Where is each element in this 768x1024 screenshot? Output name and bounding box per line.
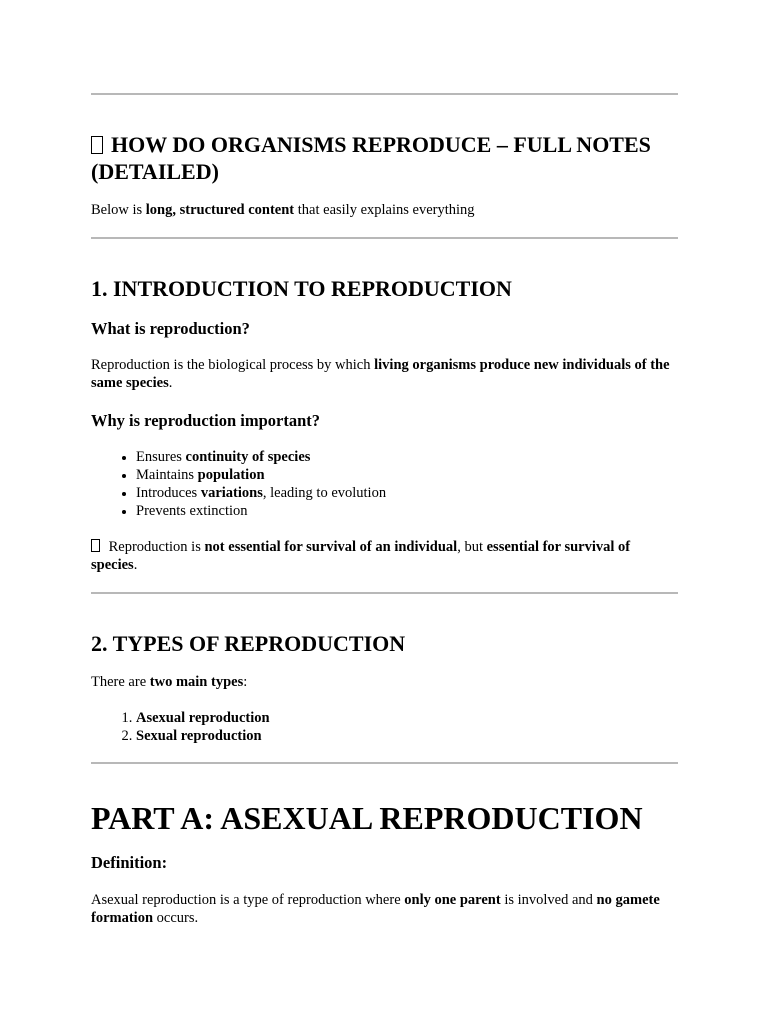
part-a-heading: PART A: ASEXUAL REPRODUCTION <box>91 800 643 836</box>
types-list <box>91 709 723 745</box>
importance-list <box>91 448 723 520</box>
subheading-why-important: Why is reproduction important? <box>91 411 321 430</box>
section-heading-introduction: 1. INTRODUCTION TO REPRODUCTION <box>91 276 512 301</box>
missing-glyph-icon <box>91 136 103 154</box>
section-heading-types: 2. TYPES OF REPRODUCTION <box>91 631 406 656</box>
divider <box>91 592 678 594</box>
list-item: • Maintains population <box>136 466 723 484</box>
list-item: • Prevents extinction <box>136 502 723 520</box>
subheading-definition: Definition: <box>91 853 168 872</box>
list-item: • Introduces variations, leading to evolution <box>136 484 723 502</box>
subheading-what-is-reproduction: What is reproduction? <box>91 319 250 338</box>
divider <box>91 762 678 764</box>
divider <box>91 93 678 95</box>
divider <box>91 237 678 239</box>
list-item: 1. Asexual reproduction <box>136 709 723 727</box>
missing-glyph-icon <box>91 539 100 552</box>
types-intro-paragraph: There are two main types: <box>91 674 248 690</box>
page-title: HOW DO ORGANISMS REPRODUCE – FULL NOTES (DETAILED) <box>91 132 651 184</box>
asexual-definition-paragraph: Asexual reproduction is a type of reproduction where only one parent is involved and no gamete formation occurs. <box>91 892 660 926</box>
note-paragraph: Reproduction is not essential for survival of an individual, but essential for survival of species. <box>91 539 631 573</box>
list-item: • Ensures continuity of species <box>136 448 723 466</box>
list-item: 2. Sexual reproduction <box>136 727 723 745</box>
definition-paragraph: Reproduction is the biological process by which living organisms produce new individuals of the same species. <box>91 357 670 391</box>
intro-paragraph: Below is long, structured content that easily explains everything <box>91 202 475 218</box>
